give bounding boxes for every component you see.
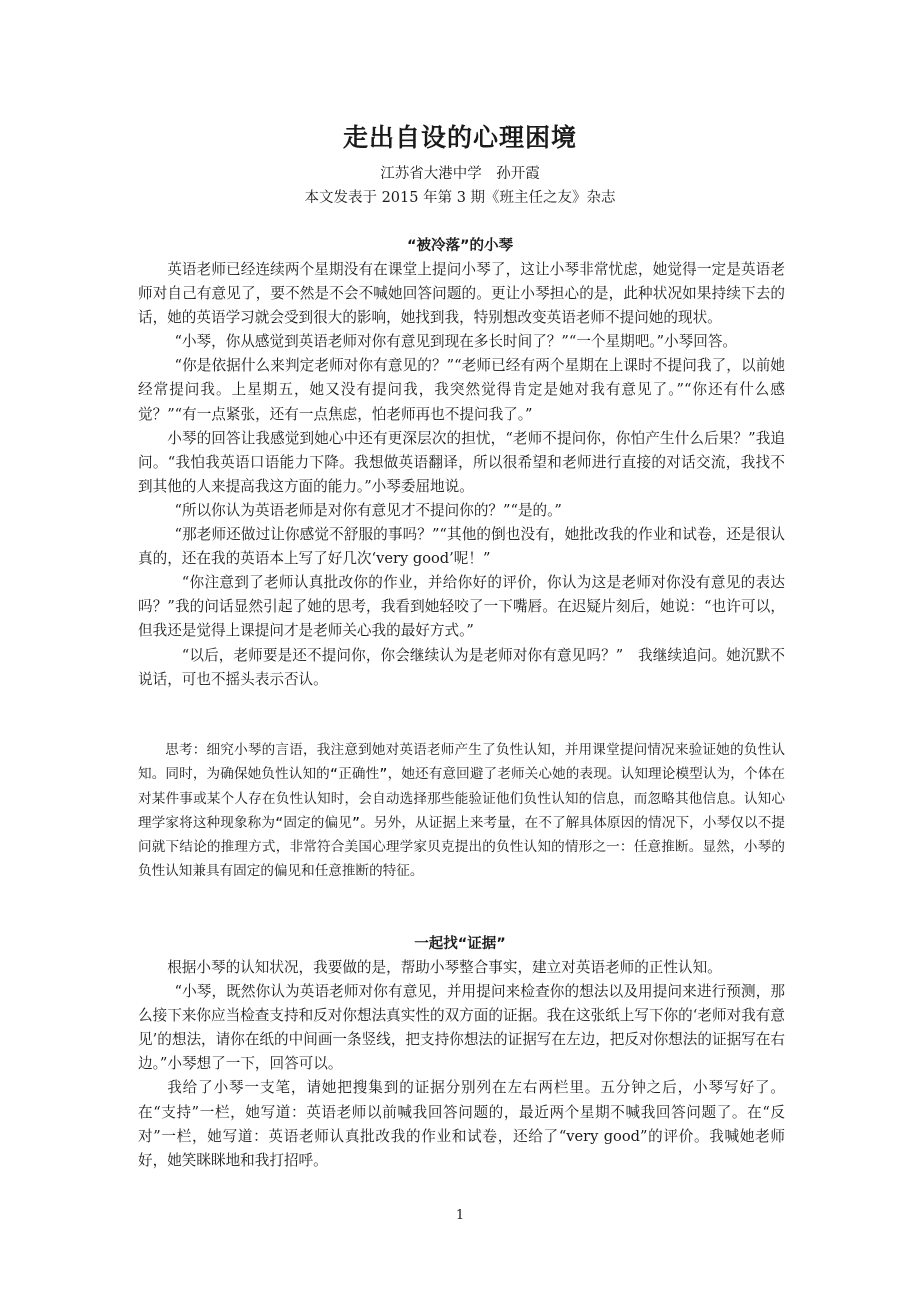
paragraph: “你是依据什么来判定老师对你有意见的？”“老师已经有两个星期在上课时不提问我了，以前她经常提问我。上星期五，她又没有提问我，我突然觉得肯定是她对我有意见了。”“你还有什么感觉？”“有一点紧张，还有一点焦虑，怕老师再也不提问我了。” — [138, 357, 785, 423]
page-number: 1 — [455, 1208, 465, 1223]
reflection-block — [138, 738, 785, 884]
publication-line: 本文发表于 2015 年第 3 期《班主任之友》杂志 — [304, 190, 616, 206]
paragraph: 我给了小琴一支笔，请她把搜集到的证据分别列在左右两栏里。五分钟之后，小琴写好了。在“支持”一栏，她写道：英语老师以前喊我回答问题的，最近两个星期不喊我回答问题了。在“反对”一栏，她写道：英语老师认真批改我的作业和试卷，还给了“very good”的评价。我喊她老师好，她笑眯眯地和我打招呼。 — [138, 1079, 785, 1169]
paragraph: 小琴的回答让我感觉到她心中还有更深层次的担忧，“老师不提问你，你怕产生什么后果？”我追问。“我怕我英语口语能力下降。我想做英语翻译，所以很希望和老师进行直接的对话交流，我找不到其他的人来提高我这方面的能力。”小琴委屈地说。 — [138, 429, 785, 495]
paragraph: 英语老师已经连续两个星期没有在课堂上提问小琴了，这让小琴非常忧虑，她觉得一定是英语老师对自己有意见了，要不然是不会不喊她回答问题的。更让小琴担心的是，此种状况如果持续下去的话，她的英语学习就会受到很大的影响，她找到我，特别想改变英语老师不提问她的现状。 — [138, 261, 785, 327]
section-heading-2: 一起找“证据” — [414, 936, 506, 952]
paragraph: “所以你认为英语老师是对你有意见才不提问你的？”“是的。” — [174, 501, 562, 519]
paragraph: “小琴，既然你认为英语老师对你有意见，并用提问来检查你的想法以及用提问来进行预测，那么接下来你应当检查支持和反对你想法真实性的双方面的证据。我在这张纸上写下你的‘老师对我有意见’的想法，请你在纸的中间画一条竖线，把支持你想法的证据写在左边，把反对你想法的证据写在右边。”小琴想了一下，回答可以。 — [138, 983, 785, 1073]
reflection-paragraph: 思考：细究小琴的言语，我注意到她对英语老师产生了负性认知，并用课堂提问情况来验证她的负性认知。同时，为确保她负性认知的“正确性”，她还有意回避了老师关心她的表现。认知理论模型认为，个体在对某件事或某个人存在负性认知时，会自动选择那些能验证他们负性认知的信息，而忽略其他信息。认知心理学家将这种现象称为“固定的偏见”。另外，从证据上来考量，在不了解具体原因的情况下，小琴仅以不提问就下结论的推理方式，非常符合美国心理学家贝克提出的负性认知的情形之一：任意推断。显然，小琴的负性认知兼具有固定的偏见和任意推断的特征。 — [138, 742, 785, 880]
paragraph: 根据小琴的认知状况，我要做的是，帮助小琴整合事实，建立对英语老师的正性认知。 — [167, 959, 722, 976]
paragraph: “以后，老师要是还不提问你，你会继续认为是老师对你有意见吗？” 我继续追问。她沉默不说话，可也不摇头表示否认。 — [138, 646, 785, 688]
paragraph: “小琴，你从感觉到英语老师对你有意见到现在多长时间了？”“一个星期吧。”小琴回答。 — [174, 333, 738, 351]
author-line: 江苏省大港中学 孙开霞 — [380, 166, 540, 182]
paragraph: “你注意到了老师认真批改你的作业，并给你好的评价，你认为这是老师对你没有意见的表达吗？”我的问话显然引起了她的思考，我看到她轻咬了一下嘴唇。在迟疑片刻后，她说：“也许可以，但我还是觉得上课提问才是老师关心我的最好方式。” — [138, 574, 785, 640]
article-title: 走出自设的心理困境 — [342, 123, 577, 152]
section-1-body — [138, 258, 785, 692]
paragraph: “那老师还做过让你感觉不舒服的事吗？”“其他的倒也没有，她批改我的作业和试卷，还是很认真的，还在我的英语本上写了好几次‘very good’呢！” — [138, 526, 785, 568]
section-heading-1: “被冷落”的小琴 — [406, 238, 514, 254]
section-2-body — [138, 956, 785, 1173]
